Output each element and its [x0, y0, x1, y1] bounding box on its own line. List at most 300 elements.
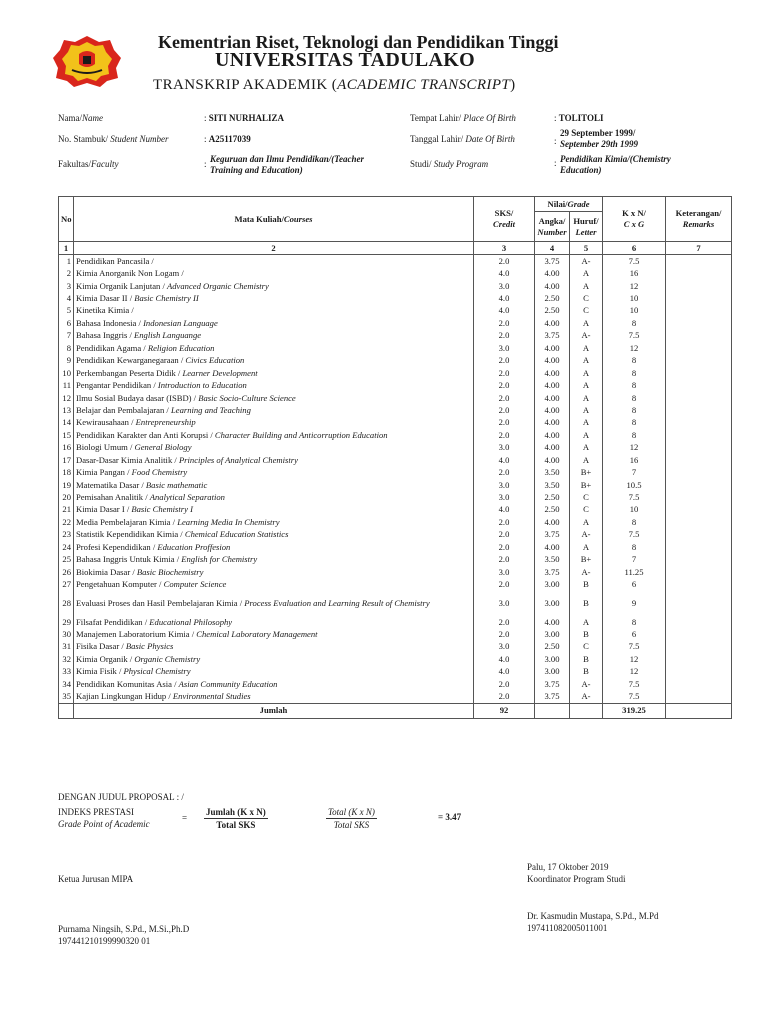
course-name: Kimia Dasar II / Basic Chemistry II	[74, 292, 474, 304]
gpa-value: = 3.47	[438, 812, 462, 822]
grade-number-cell: 4.00	[535, 454, 570, 466]
place-date: Palu, 17 Oktober 2019	[527, 862, 609, 872]
course-name: Pendidikan Karakter dan Anti Korupsi / Character Building and Anticorruption Education	[74, 429, 474, 441]
course-name: Kimia Organik / Organic Chemistry	[74, 653, 474, 665]
remarks-cell	[666, 404, 732, 416]
kxn-cell: 11.25	[603, 566, 666, 578]
table-row	[59, 317, 732, 329]
birth-date-value: 29 September 1999/ September 29th 1999	[560, 128, 638, 149]
remarks-cell	[666, 616, 732, 628]
course-name: Kimia Dasar I / Basic Chemistry I	[74, 504, 474, 516]
study-program-value: Pendidikan Kimia/(Chemistry Education)	[560, 154, 671, 175]
row-number: 7	[59, 330, 74, 342]
kxn-cell: 12	[603, 342, 666, 354]
course-name: Profesi Kependidikan / Education Proffesion	[74, 541, 474, 553]
kxn-cell: 8	[603, 541, 666, 553]
row-number: 11	[59, 379, 74, 391]
grade-number-cell: 3.75	[535, 529, 570, 541]
remarks-cell	[666, 578, 732, 590]
col-number: 5	[570, 242, 603, 255]
grade-letter-cell: A-	[570, 566, 603, 578]
remarks-cell	[666, 529, 732, 541]
credit-cell: 2.0	[474, 516, 535, 528]
header-no: No	[59, 197, 74, 242]
grade-letter-cell: B	[570, 653, 603, 665]
grade-number-cell: 2.50	[535, 504, 570, 516]
total-kxn: 319.25	[603, 703, 666, 718]
row-number: 10	[59, 367, 74, 379]
grade-number-cell: 4.00	[535, 317, 570, 329]
kxn-cell: 12	[603, 442, 666, 454]
kxn-cell: 7.5	[603, 491, 666, 503]
course-name: Filsafat Pendidikan / Educational Philosophy	[74, 616, 474, 628]
remarks-cell	[666, 504, 732, 516]
remarks-cell	[666, 653, 732, 665]
remarks-cell	[666, 479, 732, 491]
grade-letter-cell: A	[570, 616, 603, 628]
table-row	[59, 678, 732, 690]
course-name: Pemisahan Analitik / Analytical Separation	[74, 491, 474, 503]
kxn-cell: 12	[603, 666, 666, 678]
row-number: 17	[59, 454, 74, 466]
grade-letter-cell: A-	[570, 678, 603, 690]
credit-cell: 3.0	[474, 280, 535, 292]
kxn-cell: 7.5	[603, 529, 666, 541]
row-number: 1	[59, 255, 74, 268]
course-name: Kimia Anorganik Non Logam /	[74, 267, 474, 279]
grade-letter-cell: A	[570, 404, 603, 416]
row-number: 25	[59, 554, 74, 566]
grade-letter-cell: B+	[570, 479, 603, 491]
credit-cell: 2.0	[474, 379, 535, 391]
remarks-cell	[666, 255, 732, 268]
course-name: Kimia Organik Lanjutan / Advanced Organic Chemistry	[74, 280, 474, 292]
header-remarks: Keterangan/ Remarks	[666, 197, 732, 242]
table-row	[59, 404, 732, 416]
gpa-label-en: Grade Point of Academic	[58, 819, 150, 829]
row-number: 3	[59, 280, 74, 292]
row-number: 18	[59, 466, 74, 478]
remarks-cell	[666, 628, 732, 640]
row-number: 6	[59, 317, 74, 329]
header-grade: Nilai/Grade	[535, 197, 603, 212]
row-number: 31	[59, 641, 74, 653]
document-title: TRANSKRIP AKADEMIK (ACADEMIC TRANSCRIPT)	[153, 77, 516, 93]
grade-number-cell: 4.00	[535, 392, 570, 404]
header-kxn: K x N/ C x G	[603, 197, 666, 242]
credit-cell: 2.0	[474, 355, 535, 367]
col-number: 1	[59, 242, 74, 255]
course-name: Belajar dan Pembalajaran / Learning and Teaching	[74, 404, 474, 416]
grade-number-cell: 3.00	[535, 628, 570, 640]
table-row	[59, 616, 732, 628]
proposal-title: DENGAN JUDUL PROPOSAL : /	[58, 792, 184, 802]
remarks-cell	[666, 267, 732, 279]
grade-letter-cell: A	[570, 392, 603, 404]
credit-cell: 2.0	[474, 554, 535, 566]
table-row	[59, 628, 732, 640]
kxn-cell: 8	[603, 404, 666, 416]
student-number-value: : A25117039	[204, 134, 251, 144]
right-signatory-name: Dr. Kasmudin Mustapa, S.Pd., M.Pd	[527, 911, 659, 921]
kxn-cell: 10.5	[603, 479, 666, 491]
credit-cell: 3.0	[474, 479, 535, 491]
student-number-label: No. Stambuk/ Student Number	[58, 134, 169, 144]
gpa-formula: Jumlah (K x N) Total SKS	[206, 807, 266, 830]
table-row	[59, 578, 732, 590]
table-row	[59, 641, 732, 653]
table-row	[59, 280, 732, 292]
grade-letter-cell: B	[570, 578, 603, 590]
credit-cell: 4.0	[474, 504, 535, 516]
credit-cell: 2.0	[474, 541, 535, 553]
remarks-cell	[666, 491, 732, 503]
table-row	[59, 392, 732, 404]
course-name: Perkembangan Peserta Didik / Learner Development	[74, 367, 474, 379]
table-row	[59, 566, 732, 578]
course-name: Matematika Dasar / Basic mathematic	[74, 479, 474, 491]
credit-cell: 3.0	[474, 442, 535, 454]
credit-cell: 2.0	[474, 255, 535, 268]
grade-letter-cell: C	[570, 292, 603, 304]
gpa-equals: =	[182, 813, 188, 823]
column-number-row	[59, 242, 732, 255]
table-row	[59, 267, 732, 279]
col-number: 2	[74, 242, 474, 255]
credit-cell: 3.0	[474, 641, 535, 653]
credit-cell: 2.0	[474, 578, 535, 590]
birth-date-label: Tanggal Lahir/ Date Of Birth	[410, 134, 515, 144]
row-number: 4	[59, 292, 74, 304]
remarks-cell	[666, 342, 732, 354]
grade-number-cell: 4.00	[535, 379, 570, 391]
remarks-cell	[666, 666, 732, 678]
credit-cell: 2.0	[474, 429, 535, 441]
kxn-cell: 6	[603, 628, 666, 640]
kxn-cell: 10	[603, 292, 666, 304]
remarks-cell	[666, 690, 732, 703]
left-signatory-title: Ketua Jurusan MIPA	[58, 874, 134, 884]
course-name: Dasar-Dasar Kimia Analitik / Principles of Analytical Chemistry	[74, 454, 474, 466]
course-name: Pendidikan Komunitas Asia / Asian Community Education	[74, 678, 474, 690]
remarks-cell	[666, 317, 732, 329]
course-name: Biologi Umum / General Biology	[74, 442, 474, 454]
table-row	[59, 454, 732, 466]
table-row	[59, 330, 732, 342]
grade-letter-cell: A	[570, 355, 603, 367]
row-number: 19	[59, 479, 74, 491]
grade-number-cell: 4.00	[535, 616, 570, 628]
grade-number-cell: 2.50	[535, 292, 570, 304]
credit-cell: 3.0	[474, 491, 535, 503]
row-number: 9	[59, 355, 74, 367]
header-credit: SKS/ Credit	[474, 197, 535, 242]
grade-number-cell: 3.50	[535, 466, 570, 478]
remarks-cell	[666, 454, 732, 466]
table-row	[59, 541, 732, 553]
row-number: 35	[59, 690, 74, 703]
course-name: Bahasa Indonesia / Indonesian Language	[74, 317, 474, 329]
kxn-cell: 7.5	[603, 641, 666, 653]
faculty-label: Fakultas/Faculty	[58, 159, 119, 169]
grade-letter-cell: A	[570, 454, 603, 466]
name-label: Nama/Name	[58, 113, 103, 123]
table-row	[59, 417, 732, 429]
grade-letter-cell: A	[570, 379, 603, 391]
remarks-cell	[666, 678, 732, 690]
course-name: Kimia Fisik / Physical Chemistry	[74, 666, 474, 678]
remarks-cell	[666, 466, 732, 478]
table-row	[59, 367, 732, 379]
table-row	[59, 255, 732, 268]
grade-letter-cell: A	[570, 516, 603, 528]
birth-date-colon: :	[554, 136, 557, 146]
kxn-cell: 7.5	[603, 330, 666, 342]
credit-cell: 2.0	[474, 367, 535, 379]
grade-letter-cell: A	[570, 367, 603, 379]
credit-cell: 2.0	[474, 330, 535, 342]
course-name: Statistik Kependidikan Kimia / Chemical Education Statistics	[74, 529, 474, 541]
kxn-cell: 7	[603, 466, 666, 478]
course-name: Bahasa Inggris Untuk Kimia / English for Chemistry	[74, 554, 474, 566]
credit-cell: 2.0	[474, 690, 535, 703]
grade-number-cell: 4.00	[535, 541, 570, 553]
remarks-cell	[666, 280, 732, 292]
gpa-label: INDEKS PRESTASI	[58, 807, 135, 817]
faculty-value: Keguruan dan Ilmu Pendidikan/(Teacher Training and Education)	[210, 154, 364, 175]
credit-cell: 2.0	[474, 404, 535, 416]
grade-letter-cell: C	[570, 504, 603, 516]
grade-number-cell: 4.00	[535, 355, 570, 367]
kxn-cell: 7.5	[603, 255, 666, 268]
kxn-cell: 10	[603, 504, 666, 516]
course-name: Pengetahuan Komputer / Computer Science	[74, 578, 474, 590]
total-row	[59, 703, 732, 718]
table-row	[59, 379, 732, 391]
kxn-cell: 8	[603, 392, 666, 404]
credit-cell: 2.0	[474, 529, 535, 541]
table-row	[59, 491, 732, 503]
grade-letter-cell: B	[570, 591, 603, 616]
table-header-row	[59, 197, 732, 212]
credit-cell: 4.0	[474, 666, 535, 678]
grade-number-cell: 3.75	[535, 678, 570, 690]
grade-number-cell: 3.00	[535, 666, 570, 678]
remarks-cell	[666, 367, 732, 379]
transcript-table	[58, 196, 732, 719]
row-number: 15	[59, 429, 74, 441]
remarks-cell	[666, 417, 732, 429]
table-row	[59, 529, 732, 541]
kxn-cell: 8	[603, 355, 666, 367]
grade-number-cell: 4.00	[535, 367, 570, 379]
row-number: 26	[59, 566, 74, 578]
row-number: 32	[59, 653, 74, 665]
remarks-cell	[666, 379, 732, 391]
row-number: 14	[59, 417, 74, 429]
course-name: Pendidikan Kewarganegaraan / Civics Education	[74, 355, 474, 367]
grade-number-cell: 4.00	[535, 429, 570, 441]
col-number: 6	[603, 242, 666, 255]
grade-number-cell: 2.50	[535, 641, 570, 653]
col-number: 3	[474, 242, 535, 255]
grade-number-cell: 4.00	[535, 280, 570, 292]
name-value: : SITI NURHALIZA	[204, 113, 285, 123]
row-number: 34	[59, 678, 74, 690]
table-row	[59, 342, 732, 354]
kxn-cell: 16	[603, 267, 666, 279]
faculty-colon: :	[204, 159, 207, 169]
credit-cell: 4.0	[474, 653, 535, 665]
grade-number-cell: 4.00	[535, 442, 570, 454]
row-number: 16	[59, 442, 74, 454]
course-name: Manajemen Laboratorium Kimia / Chemical Laboratory Management	[74, 628, 474, 640]
kxn-cell: 8	[603, 429, 666, 441]
grade-letter-cell: A	[570, 541, 603, 553]
course-name: Fisika Dasar / Basic Physics	[74, 641, 474, 653]
grade-number-cell: 4.00	[535, 417, 570, 429]
kxn-cell: 16	[603, 454, 666, 466]
grade-number-cell: 2.50	[535, 491, 570, 503]
grade-letter-cell: B+	[570, 554, 603, 566]
grade-letter-cell: A-	[570, 690, 603, 703]
row-number: 23	[59, 529, 74, 541]
table-row	[59, 355, 732, 367]
kxn-cell: 8	[603, 367, 666, 379]
row-number: 5	[59, 305, 74, 317]
kxn-cell: 8	[603, 417, 666, 429]
remarks-cell	[666, 641, 732, 653]
grade-number-cell: 3.75	[535, 255, 570, 268]
grade-letter-cell: C	[570, 305, 603, 317]
birth-place-value: : TOLITOLI	[554, 113, 604, 123]
grade-number-cell: 3.00	[535, 591, 570, 616]
grade-number-cell: 4.00	[535, 404, 570, 416]
remarks-cell	[666, 541, 732, 553]
table-row	[59, 591, 732, 616]
credit-cell: 2.0	[474, 317, 535, 329]
credit-cell: 2.0	[474, 392, 535, 404]
grade-letter-cell: A	[570, 317, 603, 329]
kxn-cell: 8	[603, 379, 666, 391]
table-row	[59, 690, 732, 703]
study-program-colon: :	[554, 158, 557, 168]
row-number: 2	[59, 267, 74, 279]
kxn-cell: 10	[603, 305, 666, 317]
study-program-label: Studi/ Study Program	[410, 159, 489, 169]
right-signatory-nip: 197411082005011001	[527, 923, 608, 933]
course-name: Kewirausahaan / Entrepreneurship	[74, 417, 474, 429]
credit-cell: 4.0	[474, 454, 535, 466]
ministry-heading: Kementrian Riset, Teknologi dan Pendidikan Tinggi	[158, 32, 559, 52]
grade-letter-cell: A	[570, 442, 603, 454]
left-signatory-nip: 197441210199990320 01	[58, 936, 151, 946]
grade-number-cell: 4.00	[535, 267, 570, 279]
university-logo-icon	[52, 34, 122, 88]
table-row	[59, 504, 732, 516]
credit-cell: 4.0	[474, 267, 535, 279]
row-number: 33	[59, 666, 74, 678]
col-number: 4	[535, 242, 570, 255]
credit-cell: 2.0	[474, 628, 535, 640]
remarks-cell	[666, 554, 732, 566]
table-row	[59, 516, 732, 528]
remarks-cell	[666, 516, 732, 528]
grade-number-cell: 2.50	[535, 305, 570, 317]
row-number: 13	[59, 404, 74, 416]
grade-letter-cell: A-	[570, 330, 603, 342]
course-name: Kinetika Kimia /	[74, 305, 474, 317]
grade-letter-cell: A	[570, 280, 603, 292]
kxn-cell: 8	[603, 516, 666, 528]
table-row	[59, 305, 732, 317]
table-row	[59, 554, 732, 566]
row-number: 28	[59, 591, 74, 616]
kxn-cell: 9	[603, 591, 666, 616]
kxn-cell: 12	[603, 653, 666, 665]
kxn-cell: 7	[603, 554, 666, 566]
credit-cell: 3.0	[474, 591, 535, 616]
grade-letter-cell: B	[570, 666, 603, 678]
course-name: Pengantar Pendidikan / Introduction to Education	[74, 379, 474, 391]
grade-letter-cell: B	[570, 628, 603, 640]
grade-number-cell: 3.50	[535, 479, 570, 491]
gpa-formula-en: Total (K x N) Total SKS	[328, 807, 375, 830]
grade-letter-cell: A	[570, 267, 603, 279]
course-name: Biokimia Dasar / Basic Biochemistry	[74, 566, 474, 578]
row-number: 24	[59, 541, 74, 553]
row-number: 8	[59, 342, 74, 354]
grade-number-cell: 3.00	[535, 653, 570, 665]
course-name: Pendidikan Pancasila /	[74, 255, 474, 268]
total-credit: 92	[474, 703, 535, 718]
table-row	[59, 479, 732, 491]
header-letter: Huruf/ Letter	[570, 212, 603, 242]
grade-letter-cell: B+	[570, 466, 603, 478]
course-name: Ilmu Sosial Budaya dasar (ISBD) / Basic Socio-Culture Science	[74, 392, 474, 404]
remarks-cell	[666, 429, 732, 441]
kxn-cell: 8	[603, 616, 666, 628]
total-label: Jumlah	[74, 703, 474, 718]
remarks-cell	[666, 305, 732, 317]
credit-cell: 4.0	[474, 292, 535, 304]
remarks-cell	[666, 355, 732, 367]
birth-place-label: Tempat Lahir/ Place Of Birth	[410, 113, 516, 123]
table-row	[59, 442, 732, 454]
grade-number-cell: 3.75	[535, 690, 570, 703]
header-course: Mata Kuliah/Courses	[74, 197, 474, 242]
table-row	[59, 429, 732, 441]
course-name: Media Pembelajaran Kimia / Learning Media In Chemistry	[74, 516, 474, 528]
row-number: 22	[59, 516, 74, 528]
grade-number-cell: 4.00	[535, 342, 570, 354]
table-row	[59, 292, 732, 304]
course-name: Evaluasi Proses dan Hasil Pembelajaran Kimia / Process Evaluation and Learning Result of Chemistry	[74, 591, 474, 616]
credit-cell: 2.0	[474, 678, 535, 690]
table-row	[59, 666, 732, 678]
grade-letter-cell: C	[570, 491, 603, 503]
credit-cell: 2.0	[474, 466, 535, 478]
remarks-cell	[666, 392, 732, 404]
row-number: 29	[59, 616, 74, 628]
grade-number-cell: 3.75	[535, 566, 570, 578]
course-name: Kimia Pangan / Food Chemistry	[74, 466, 474, 478]
course-name: Pendidikan Agama / Religion Education	[74, 342, 474, 354]
grade-letter-cell: A	[570, 429, 603, 441]
row-number: 12	[59, 392, 74, 404]
kxn-cell: 7.5	[603, 690, 666, 703]
grade-letter-cell: A-	[570, 529, 603, 541]
